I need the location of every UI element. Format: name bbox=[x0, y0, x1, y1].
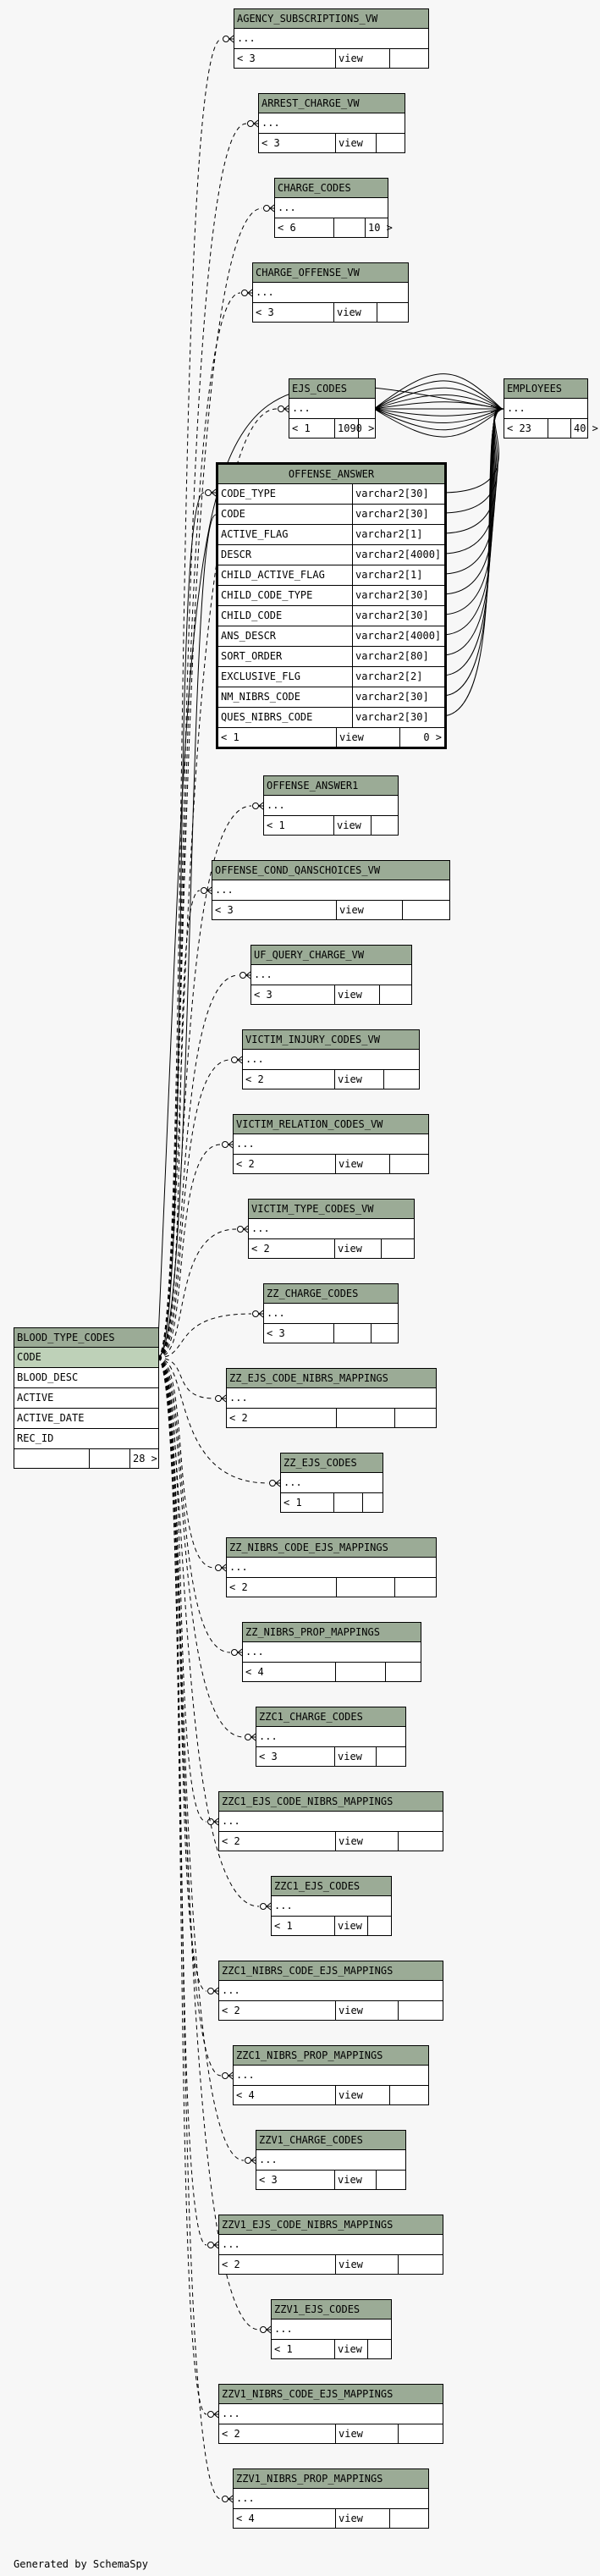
table-zz-ejs-codes[interactable] bbox=[280, 1453, 383, 1513]
table-name[interactable]: ZZ_NIBRS_PROP_MAPPINGS bbox=[243, 1623, 421, 1642]
collapsed-columns[interactable]: ... bbox=[272, 2320, 391, 2340]
parent-count[interactable]: < 2 bbox=[251, 1243, 270, 1255]
table-kind[interactable] bbox=[89, 1449, 129, 1468]
cardinality-marker bbox=[208, 1989, 214, 1994]
table-footer bbox=[289, 419, 375, 438]
child-count[interactable] bbox=[376, 134, 405, 152]
table-zz-ejs-code-nibrs-mappings[interactable] bbox=[226, 1368, 437, 1428]
column-type: varchar2[2] bbox=[352, 667, 425, 687]
table-zzv1-nibrs-code-ejs-mappings[interactable] bbox=[218, 2384, 443, 2444]
collapsed-columns[interactable]: ... bbox=[227, 1388, 436, 1409]
parent-count[interactable]: < 3 bbox=[237, 52, 256, 64]
collapsed-columns[interactable]: ... bbox=[256, 1727, 405, 1747]
table-name[interactable]: OFFENSE_ANSWER bbox=[218, 465, 444, 484]
table-zz-nibrs-prop-mappings[interactable] bbox=[242, 1622, 421, 1682]
table-footer bbox=[281, 1493, 383, 1512]
cardinality-marker bbox=[253, 803, 259, 809]
cardinality-marker bbox=[232, 1650, 238, 1656]
table-kind[interactable]: view bbox=[335, 2086, 389, 2104]
collapsed-columns[interactable]: ... bbox=[219, 1812, 443, 1832]
table-name[interactable]: ZZ_NIBRS_CODE_EJS_MAPPINGS bbox=[227, 1538, 436, 1558]
table-kind[interactable]: view bbox=[336, 901, 402, 919]
column-row[interactable] bbox=[218, 565, 444, 586]
cardinality-marker bbox=[208, 2412, 214, 2418]
relationship-line bbox=[157, 1358, 206, 1822]
table-name[interactable]: EJS_CODES bbox=[289, 379, 375, 399]
table-kind[interactable] bbox=[333, 1493, 362, 1512]
parent-count[interactable]: < 2 bbox=[229, 1581, 248, 1593]
parent-count[interactable]: < 3 bbox=[259, 1751, 278, 1762]
table-ejs-codes[interactable] bbox=[289, 378, 376, 439]
table-name[interactable]: EMPLOYEES bbox=[504, 379, 587, 399]
column-name: ACTIVE_FLAG bbox=[221, 528, 289, 540]
table-footer bbox=[264, 1324, 398, 1343]
column-name: QUES_NIBRS_CODE bbox=[221, 711, 313, 723]
cardinality-marker bbox=[206, 490, 212, 496]
table-zzv1-charge-codes[interactable] bbox=[256, 2130, 406, 2190]
table-kind[interactable]: view bbox=[333, 303, 377, 322]
cardinality-marker bbox=[232, 1057, 238, 1063]
table-name[interactable]: ZZV1_EJS_CODES bbox=[272, 2300, 391, 2320]
table-arrest-charge-vw[interactable] bbox=[258, 93, 405, 153]
relationship-line bbox=[157, 1358, 221, 2499]
column-row[interactable] bbox=[218, 484, 444, 505]
column-row[interactable] bbox=[218, 667, 444, 687]
column-type: varchar2[1] bbox=[352, 525, 425, 544]
column-type: varchar2[30] bbox=[352, 505, 432, 524]
child-count[interactable]: 28 > bbox=[129, 1449, 158, 1468]
table-footer bbox=[219, 2424, 443, 2443]
relationship-line bbox=[157, 1358, 244, 2160]
parent-count[interactable] bbox=[14, 1449, 89, 1468]
parent-count[interactable]: < 3 bbox=[256, 306, 274, 318]
parent-count[interactable]: < 3 bbox=[261, 137, 280, 149]
parent-count[interactable]: < 2 bbox=[222, 2428, 240, 2440]
collapsed-columns[interactable]: ... bbox=[281, 1473, 383, 1493]
table-footer bbox=[234, 49, 428, 68]
cardinality-marker bbox=[245, 2158, 251, 2164]
collapsed-columns[interactable]: ... bbox=[264, 796, 398, 816]
relationship-line bbox=[157, 1358, 206, 2414]
collapsed-columns[interactable]: ... bbox=[243, 1050, 419, 1070]
column-name: CHILD_CODE_TYPE bbox=[221, 589, 313, 601]
relationship-line bbox=[157, 1358, 206, 1991]
cardinality-marker bbox=[223, 2496, 228, 2502]
table-kind[interactable] bbox=[336, 1578, 394, 1597]
cardinality-marker bbox=[238, 1227, 244, 1233]
table-name[interactable]: ZZV1_NIBRS_CODE_EJS_MAPPINGS bbox=[219, 2385, 443, 2404]
cardinality-marker bbox=[261, 1904, 267, 1910]
collapsed-columns[interactable]: ... bbox=[264, 1304, 398, 1324]
table-name[interactable]: AGENCY_SUBSCRIPTIONS_VW bbox=[234, 9, 428, 29]
column-row[interactable]: ACTIVE_DATE bbox=[14, 1409, 158, 1429]
collapsed-columns[interactable]: ... bbox=[259, 113, 405, 134]
cardinality-marker bbox=[245, 1735, 251, 1740]
child-count[interactable] bbox=[389, 2509, 428, 2528]
table-footer bbox=[256, 1747, 405, 1766]
table-kind[interactable] bbox=[335, 1663, 385, 1681]
cardinality-marker bbox=[270, 1481, 276, 1487]
collapsed-columns[interactable]: ... bbox=[243, 1642, 421, 1663]
table-kind[interactable] bbox=[336, 1409, 394, 1427]
child-count[interactable] bbox=[398, 1832, 443, 1851]
parent-count[interactable]: < 1 bbox=[267, 819, 285, 831]
table-zzc1-nibrs-prop-mappings[interactable] bbox=[233, 2045, 429, 2105]
relationship-line bbox=[157, 1358, 221, 2076]
table-name[interactable]: ZZV1_CHARGE_CODES bbox=[256, 2131, 405, 2150]
column-type: varchar2[4000] bbox=[352, 626, 443, 646]
collapsed-columns[interactable]: ... bbox=[249, 1219, 414, 1239]
cardinality-marker bbox=[223, 1142, 228, 1148]
column-row[interactable] bbox=[218, 708, 444, 728]
parent-count[interactable]: < 2 bbox=[236, 1158, 255, 1170]
collapsed-columns[interactable]: ... bbox=[253, 283, 408, 303]
parent-count[interactable]: < 4 bbox=[245, 1666, 264, 1678]
column-name: DESCR bbox=[221, 549, 252, 560]
collapsed-columns[interactable]: ... bbox=[234, 1134, 428, 1155]
table-footer bbox=[234, 2086, 428, 2104]
table-zzc1-nibrs-code-ejs-mappings[interactable] bbox=[218, 1961, 443, 2021]
table-footer bbox=[243, 1663, 421, 1681]
table-footer bbox=[219, 2001, 443, 2020]
table-footer bbox=[259, 134, 405, 152]
table-footer bbox=[275, 218, 393, 237]
parent-count[interactable]: < 1 bbox=[283, 1497, 302, 1509]
child-count[interactable] bbox=[385, 1663, 421, 1681]
table-zzc1-ejs-code-nibrs-mappings[interactable] bbox=[218, 1791, 443, 1851]
cardinality-marker bbox=[201, 888, 207, 894]
table-kind[interactable] bbox=[333, 1324, 371, 1343]
cardinality-marker bbox=[216, 1396, 222, 1402]
table-footer bbox=[227, 1578, 436, 1597]
table-charge-offense-vw[interactable] bbox=[252, 262, 409, 323]
parent-count[interactable]: < 1 bbox=[274, 1920, 293, 1932]
child-count[interactable] bbox=[362, 1493, 383, 1512]
table-zzv1-ejs-code-nibrs-mappings[interactable] bbox=[218, 2215, 443, 2275]
child-count[interactable] bbox=[377, 303, 408, 322]
table-name[interactable]: ZZC1_EJS_CODES bbox=[272, 1877, 391, 1896]
table-kind[interactable]: view bbox=[335, 2255, 398, 2274]
column-name: CODE bbox=[221, 508, 245, 520]
cardinality-marker bbox=[208, 1819, 214, 1825]
table-footer bbox=[219, 1832, 443, 1851]
table-footer bbox=[212, 901, 449, 919]
child-count[interactable] bbox=[389, 1155, 428, 1173]
child-count[interactable]: 10 > bbox=[365, 218, 388, 237]
cardinality-marker bbox=[264, 206, 270, 212]
column-row[interactable]: CODE bbox=[14, 1348, 158, 1368]
table-kind[interactable] bbox=[548, 419, 570, 438]
child-count[interactable] bbox=[358, 419, 375, 438]
table-name[interactable]: CHARGE_OFFENSE_VW bbox=[253, 263, 408, 283]
column-row[interactable] bbox=[218, 687, 444, 708]
column-type: varchar2[30] bbox=[352, 708, 432, 727]
table-kind[interactable]: view bbox=[335, 1832, 398, 1851]
table-victim-relation-codes-vw[interactable] bbox=[233, 1114, 429, 1174]
child-count[interactable] bbox=[394, 1409, 436, 1427]
table-zzc1-charge-codes[interactable] bbox=[256, 1707, 406, 1767]
table-offense-answer1[interactable] bbox=[263, 775, 399, 836]
table-kind[interactable]: view bbox=[333, 816, 371, 835]
table-uf-query-charge-vw[interactable] bbox=[250, 945, 412, 1005]
table-kind[interactable] bbox=[333, 218, 365, 237]
parent-count[interactable]: < 3 bbox=[267, 1327, 285, 1339]
collapsed-columns[interactable]: ... bbox=[219, 1981, 443, 2001]
column-name: NM_NIBRS_CODE bbox=[221, 691, 300, 703]
table-zzv1-nibrs-prop-mappings[interactable] bbox=[233, 2468, 429, 2529]
table-kind[interactable]: view bbox=[335, 134, 376, 152]
cardinality-marker bbox=[240, 973, 246, 979]
generated-by-label: Generated by SchemaSpy bbox=[14, 2558, 148, 2570]
column-type: varchar2[30] bbox=[352, 586, 432, 605]
table-footer bbox=[234, 2509, 428, 2528]
child-count[interactable] bbox=[371, 1324, 398, 1343]
relationship-line bbox=[157, 493, 204, 1358]
table-footer bbox=[243, 1070, 419, 1089]
child-count[interactable] bbox=[367, 2340, 391, 2358]
collapsed-columns[interactable]: ... bbox=[234, 2066, 428, 2086]
table-footer bbox=[251, 985, 411, 1004]
column-name: CHILD_CODE bbox=[221, 610, 283, 621]
parent-count[interactable]: < 4 bbox=[236, 2089, 255, 2101]
child-count[interactable]: 0 > bbox=[399, 728, 444, 747]
table-name[interactable]: ARREST_CHARGE_VW bbox=[259, 94, 405, 113]
column-row[interactable] bbox=[218, 626, 444, 647]
table-footer bbox=[264, 816, 398, 835]
table-name[interactable]: VICTIM_TYPE_CODES_VW bbox=[249, 1200, 414, 1219]
column-name: SORT_ORDER bbox=[221, 650, 283, 662]
collapsed-columns[interactable]: ... bbox=[219, 2404, 443, 2424]
child-count[interactable] bbox=[398, 2001, 443, 2020]
table-name[interactable]: BLOOD_TYPE_CODES bbox=[14, 1328, 158, 1348]
column-type: varchar2[80] bbox=[352, 647, 432, 666]
column-type: varchar2[4000] bbox=[352, 545, 443, 565]
column-row[interactable] bbox=[218, 525, 444, 545]
column-type: varchar2[30] bbox=[352, 687, 432, 707]
collapsed-columns[interactable]: ... bbox=[504, 399, 587, 419]
column-row[interactable] bbox=[218, 505, 444, 525]
column-row[interactable] bbox=[218, 647, 444, 667]
table-kind[interactable]: view bbox=[335, 2424, 398, 2443]
table-name[interactable]: ZZC1_EJS_CODE_NIBRS_MAPPINGS bbox=[219, 1792, 443, 1812]
column-name: ANS_DESCR bbox=[221, 630, 277, 642]
collapsed-columns[interactable]: ... bbox=[275, 198, 388, 218]
table-zzv1-ejs-codes[interactable] bbox=[271, 2299, 392, 2359]
parent-count[interactable]: < 2 bbox=[222, 1835, 240, 1847]
table-footer bbox=[249, 1239, 414, 1258]
cardinality-marker bbox=[223, 2073, 228, 2079]
cardinality-marker bbox=[253, 1311, 259, 1317]
column-row[interactable]: BLOOD_DESC bbox=[14, 1368, 158, 1388]
child-count[interactable] bbox=[389, 49, 428, 68]
cardinality-marker bbox=[261, 2327, 267, 2333]
table-kind[interactable]: view bbox=[334, 2340, 367, 2358]
parent-count[interactable]: < 23 bbox=[507, 422, 531, 434]
relationship-line bbox=[157, 293, 240, 1358]
column-name: EXCLUSIVE_FLG bbox=[221, 670, 300, 682]
table-name[interactable]: ZZV1_EJS_CODE_NIBRS_MAPPINGS bbox=[219, 2215, 443, 2235]
table-charge-codes[interactable] bbox=[274, 178, 393, 238]
table-victim-injury-codes-vw[interactable] bbox=[242, 1029, 420, 1089]
table-name[interactable]: ZZV1_NIBRS_PROP_MAPPINGS bbox=[234, 2469, 428, 2489]
column-row[interactable]: ACTIVE bbox=[14, 1388, 158, 1409]
table-kind[interactable]: view bbox=[335, 2509, 389, 2528]
table-footer bbox=[272, 2340, 391, 2358]
child-count[interactable] bbox=[394, 1578, 436, 1597]
table-name[interactable]: ZZC1_CHARGE_CODES bbox=[256, 1707, 405, 1727]
table-zz-charge-codes[interactable] bbox=[263, 1283, 399, 1343]
child-count[interactable] bbox=[381, 1239, 414, 1258]
table-footer bbox=[272, 1917, 391, 1935]
table-offense-cond-qanschoices-vw[interactable] bbox=[212, 860, 450, 920]
table-footer bbox=[234, 1155, 428, 1173]
parent-count[interactable]: < 4 bbox=[236, 2513, 255, 2524]
collapsed-columns[interactable]: ... bbox=[272, 1896, 391, 1917]
table-kind[interactable]: 1090 > bbox=[334, 419, 358, 438]
child-count[interactable] bbox=[376, 2171, 405, 2189]
cardinality-marker bbox=[208, 2242, 214, 2248]
cardinality-marker bbox=[278, 406, 284, 412]
column-row[interactable] bbox=[218, 545, 444, 565]
column-row[interactable] bbox=[218, 586, 444, 606]
table-kind[interactable]: view bbox=[336, 728, 399, 747]
table-kind[interactable]: view bbox=[334, 1239, 381, 1258]
table-name[interactable]: ZZ_EJS_CODE_NIBRS_MAPPINGS bbox=[227, 1369, 436, 1388]
table-footer bbox=[219, 2255, 443, 2274]
parent-count[interactable]: < 2 bbox=[222, 2005, 240, 2016]
table-kind[interactable]: view bbox=[334, 985, 379, 1004]
column-type: varchar2[30] bbox=[352, 606, 432, 626]
child-count[interactable] bbox=[371, 816, 398, 835]
child-count[interactable] bbox=[398, 2424, 443, 2443]
collapsed-columns[interactable]: ... bbox=[251, 965, 411, 985]
table-name[interactable]: OFFENSE_COND_QANSCHOICES_VW bbox=[212, 861, 449, 880]
table-name[interactable]: VICTIM_INJURY_CODES_VW bbox=[243, 1030, 419, 1050]
parent-count[interactable]: < 2 bbox=[245, 1073, 264, 1085]
relationship-line bbox=[157, 1229, 236, 1358]
parent-count[interactable]: < 1 bbox=[292, 422, 311, 434]
table-employees[interactable] bbox=[504, 378, 598, 439]
child-count[interactable] bbox=[367, 1917, 391, 1935]
cardinality-marker bbox=[248, 121, 254, 127]
table-kind[interactable]: view bbox=[335, 49, 389, 68]
table-footer bbox=[256, 2171, 405, 2189]
collapsed-columns[interactable]: ... bbox=[256, 2150, 405, 2171]
table-kind[interactable]: view bbox=[335, 1155, 389, 1173]
collapsed-columns[interactable]: ... bbox=[234, 2489, 428, 2509]
parent-count[interactable]: < 3 bbox=[215, 904, 234, 916]
table-name[interactable]: OFFENSE_ANSWER1 bbox=[264, 776, 398, 796]
cardinality-marker bbox=[223, 36, 229, 42]
table-agency-subscriptions-vw[interactable] bbox=[234, 8, 429, 69]
table-kind[interactable]: view bbox=[334, 2171, 376, 2189]
column-row[interactable]: REC_ID bbox=[14, 1429, 158, 1449]
table-zz-nibrs-code-ejs-mappings[interactable] bbox=[226, 1537, 437, 1597]
parent-count[interactable]: < 2 bbox=[222, 2259, 240, 2270]
parent-count[interactable]: < 3 bbox=[259, 2174, 278, 2186]
table-kind[interactable]: view bbox=[334, 1070, 383, 1089]
table-name[interactable]: ZZC1_NIBRS_CODE_EJS_MAPPINGS bbox=[219, 1961, 443, 1981]
table-name[interactable]: ZZ_EJS_CODES bbox=[281, 1453, 383, 1473]
cardinality-marker bbox=[242, 290, 248, 296]
table-name[interactable]: CHARGE_CODES bbox=[275, 179, 388, 198]
column-type: varchar2[1] bbox=[352, 565, 425, 585]
table-zzc1-ejs-codes[interactable] bbox=[271, 1876, 392, 1936]
column-row[interactable] bbox=[218, 606, 444, 626]
child-count[interactable]: 40 > bbox=[570, 419, 587, 438]
table-kind[interactable]: view bbox=[334, 1747, 376, 1766]
collapsed-columns[interactable]: ... bbox=[289, 399, 375, 419]
table-offense-answer[interactable] bbox=[216, 462, 447, 749]
child-count[interactable] bbox=[398, 2255, 443, 2274]
parent-count[interactable]: < 3 bbox=[254, 989, 272, 1001]
table-footer bbox=[227, 1409, 436, 1427]
table-name[interactable]: ZZ_CHARGE_CODES bbox=[264, 1284, 398, 1304]
table-footer bbox=[218, 728, 444, 747]
table-blood-type-codes[interactable] bbox=[14, 1327, 159, 1469]
table-name[interactable]: UF_QUERY_CHARGE_VW bbox=[251, 946, 411, 965]
parent-count[interactable]: < 2 bbox=[229, 1412, 248, 1424]
parent-count[interactable]: < 1 bbox=[274, 2343, 293, 2355]
parent-count[interactable]: < 6 bbox=[278, 222, 296, 234]
parent-count[interactable]: < 1 bbox=[221, 731, 239, 743]
table-footer bbox=[14, 1449, 158, 1468]
table-footer bbox=[504, 419, 598, 438]
table-victim-type-codes-vw[interactable] bbox=[248, 1199, 415, 1259]
collapsed-columns[interactable]: ... bbox=[234, 29, 428, 49]
column-type: varchar2[30] bbox=[352, 484, 432, 504]
collapsed-columns[interactable]: ... bbox=[227, 1558, 436, 1578]
cardinality-marker bbox=[216, 1565, 222, 1571]
child-count[interactable] bbox=[379, 985, 411, 1004]
relationship-line bbox=[157, 208, 262, 1358]
table-footer bbox=[253, 303, 408, 322]
column-name: CHILD_ACTIVE_FLAG bbox=[221, 569, 325, 581]
table-name[interactable]: ZZC1_NIBRS_PROP_MAPPINGS bbox=[234, 2046, 428, 2066]
collapsed-columns[interactable]: ... bbox=[219, 2235, 443, 2255]
table-kind[interactable]: view bbox=[335, 2001, 398, 2020]
child-count[interactable] bbox=[376, 1747, 405, 1766]
table-kind[interactable]: view bbox=[334, 1917, 367, 1935]
child-count[interactable] bbox=[389, 2086, 428, 2104]
collapsed-columns[interactable]: ... bbox=[212, 880, 449, 901]
child-count[interactable] bbox=[402, 901, 449, 919]
column-name: CODE_TYPE bbox=[221, 488, 277, 499]
relationship-line bbox=[157, 1358, 206, 2245]
table-name[interactable]: VICTIM_RELATION_CODES_VW bbox=[234, 1115, 428, 1134]
child-count[interactable] bbox=[383, 1070, 419, 1089]
